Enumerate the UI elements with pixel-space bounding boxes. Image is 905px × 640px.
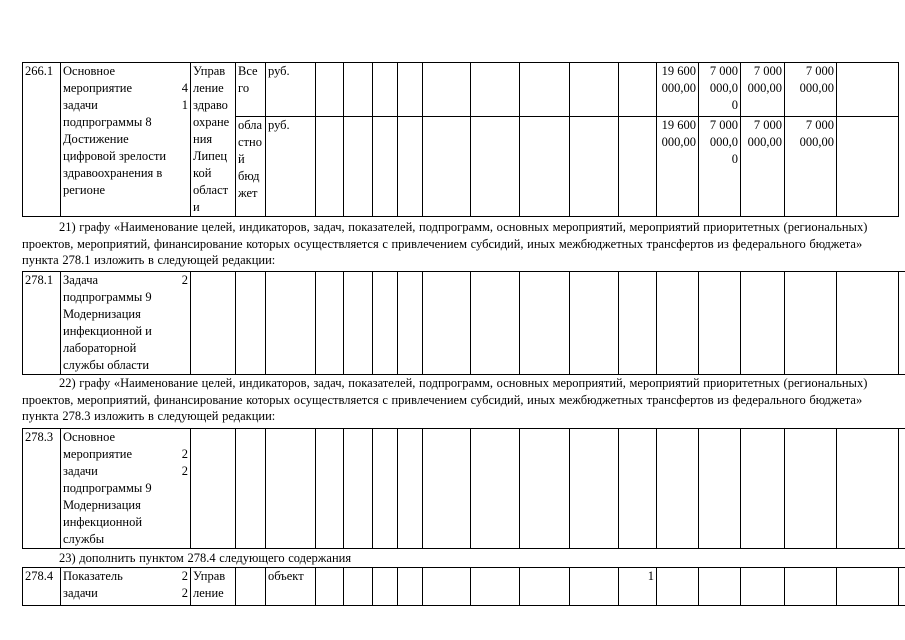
row-name xyxy=(61,63,191,217)
empty-cell xyxy=(619,117,657,217)
empty-cell xyxy=(899,568,905,606)
empty-cell xyxy=(398,429,423,549)
empty-cell xyxy=(520,429,570,549)
empty-cell xyxy=(520,63,570,117)
empty-cell xyxy=(191,429,236,549)
empty-cell xyxy=(570,63,619,117)
empty-cell xyxy=(471,272,520,375)
unit: объект xyxy=(266,568,316,606)
value-cell: 19 600 000,00 xyxy=(657,117,699,217)
empty-cell xyxy=(657,568,699,606)
empty-cell xyxy=(619,429,657,549)
empty-cell xyxy=(423,272,471,375)
empty-cell xyxy=(316,63,344,117)
empty-cell xyxy=(899,272,905,375)
empty-cell xyxy=(471,63,520,117)
empty-cell xyxy=(520,272,570,375)
empty-cell xyxy=(520,568,570,606)
empty-cell xyxy=(570,117,619,217)
empty-cell xyxy=(373,429,398,549)
unit: руб. xyxy=(266,117,316,217)
value-cell: 7 000 000,0 0 xyxy=(699,117,741,217)
empty-cell xyxy=(699,272,741,375)
table-row-266-1 xyxy=(22,62,905,217)
paragraph-23: 23) дополнить пунктом 278.4 следующего содержания xyxy=(59,551,352,565)
empty-cell xyxy=(619,272,657,375)
empty-cell xyxy=(699,429,741,549)
paragraph-21: 21) графу «Наименование целей, индикаторов, задач, показателей, подпрограмм, основных мероприятий, мероприятий приоритетных (региональных) проектов, мероприятий, финансирование которых осуществляется с привлечением субсидий, иных межбюджетных трансфертов из федерального бюджета» пункта 278.1 изложить в следующей редакции: xyxy=(22,220,868,268)
value-cell: 7 000 000,00 xyxy=(785,63,837,117)
empty-cell xyxy=(236,568,266,606)
empty-cell xyxy=(266,272,316,375)
empty-cell xyxy=(837,117,899,217)
value-cell: 7 000 000,00 xyxy=(741,117,785,217)
empty-cell xyxy=(316,272,344,375)
empty-cell xyxy=(373,272,398,375)
row-name-column-number: 2 2 xyxy=(181,447,188,478)
empty-cell xyxy=(236,429,266,549)
row-name-column-number: 4 1 xyxy=(181,81,188,112)
table-row-278-3 xyxy=(22,428,905,549)
funding-source: Все го xyxy=(236,63,266,117)
value-cell: 1 xyxy=(619,568,657,606)
empty-cell xyxy=(785,568,837,606)
empty-cell xyxy=(471,568,520,606)
responsible-executor: Управ ление здраво охране ния Липец кой област и xyxy=(191,63,236,217)
empty-cell xyxy=(785,272,837,375)
empty-cell xyxy=(398,272,423,375)
empty-cell xyxy=(344,117,373,217)
empty-cell xyxy=(785,429,837,549)
empty-cell xyxy=(316,117,344,217)
empty-cell xyxy=(398,568,423,606)
empty-cell xyxy=(344,568,373,606)
empty-cell xyxy=(398,117,423,217)
value-cell: 7 000 000,00 xyxy=(741,63,785,117)
empty-cell xyxy=(837,429,899,549)
empty-cell xyxy=(570,272,619,375)
empty-cell xyxy=(423,63,471,117)
empty-cell xyxy=(236,272,266,375)
row-number: 278.4 xyxy=(23,568,61,606)
empty-cell xyxy=(373,117,398,217)
empty-cell xyxy=(570,568,619,606)
row-name xyxy=(61,568,191,606)
empty-cell xyxy=(316,429,344,549)
row-name-column-number: 2 xyxy=(181,273,188,287)
empty-cell xyxy=(837,272,899,375)
empty-cell xyxy=(657,272,699,375)
empty-cell xyxy=(471,429,520,549)
empty-cell xyxy=(266,429,316,549)
empty-cell xyxy=(471,117,520,217)
empty-cell xyxy=(741,429,785,549)
empty-cell xyxy=(619,63,657,117)
empty-cell xyxy=(398,63,423,117)
empty-cell xyxy=(316,568,344,606)
empty-cell xyxy=(373,568,398,606)
row-name-text: Задача подпрограммы 9 Модернизация инфекционной и лабораторной службы области xyxy=(63,273,152,372)
empty-cell xyxy=(741,568,785,606)
empty-cell xyxy=(657,429,699,549)
unit: руб. xyxy=(266,63,316,117)
empty-cell xyxy=(741,272,785,375)
empty-cell xyxy=(344,429,373,549)
paragraph-22: 22) графу «Наименование целей, индикаторов, задач, показателей, подпрограмм, основных мероприятий, мероприятий приоритетных (региональных) проектов, мероприятий, финансирование которых осуществляется с привлечением субсидий, иных межбюджетных трансфертов из федерального бюджета» пункта 278.3 изложить в следующей редакции: xyxy=(22,376,868,424)
table-row-278-1 xyxy=(22,271,905,375)
row-name xyxy=(61,272,191,375)
row-name xyxy=(61,429,191,549)
empty-cell xyxy=(191,272,236,375)
empty-cell xyxy=(899,429,905,549)
responsible-executor: Управ ление xyxy=(191,568,236,606)
row-name-text: Основное мероприятие задачи подпрограммы 9 Модернизация инфекционной службы xyxy=(63,430,152,546)
row-number: 266.1 xyxy=(23,63,61,217)
funding-source: обла стно й бюд жет xyxy=(236,117,266,217)
value-cell: 7 000 000,00 xyxy=(785,117,837,217)
empty-cell xyxy=(423,429,471,549)
row-name-text: Основное мероприятие задачи подпрограммы 8 Достижение цифровой зрелости здравоохранения в регионе xyxy=(63,64,167,197)
row-name-text: Показатель задачи xyxy=(63,569,123,600)
empty-cell xyxy=(837,63,899,117)
table-row-278-4 xyxy=(22,567,905,606)
empty-cell xyxy=(520,117,570,217)
empty-cell xyxy=(373,63,398,117)
empty-cell xyxy=(344,272,373,375)
value-cell: 19 600 000,00 xyxy=(657,63,699,117)
row-number: 278.3 xyxy=(23,429,61,549)
empty-cell xyxy=(699,568,741,606)
empty-cell xyxy=(423,568,471,606)
empty-cell xyxy=(837,568,899,606)
row-name-column-number: 2 2 xyxy=(181,569,188,600)
row-number: 278.1 xyxy=(23,272,61,375)
empty-cell xyxy=(344,63,373,117)
empty-cell xyxy=(570,429,619,549)
empty-cell xyxy=(423,117,471,217)
value-cell: 7 000 000,0 0 xyxy=(699,63,741,117)
